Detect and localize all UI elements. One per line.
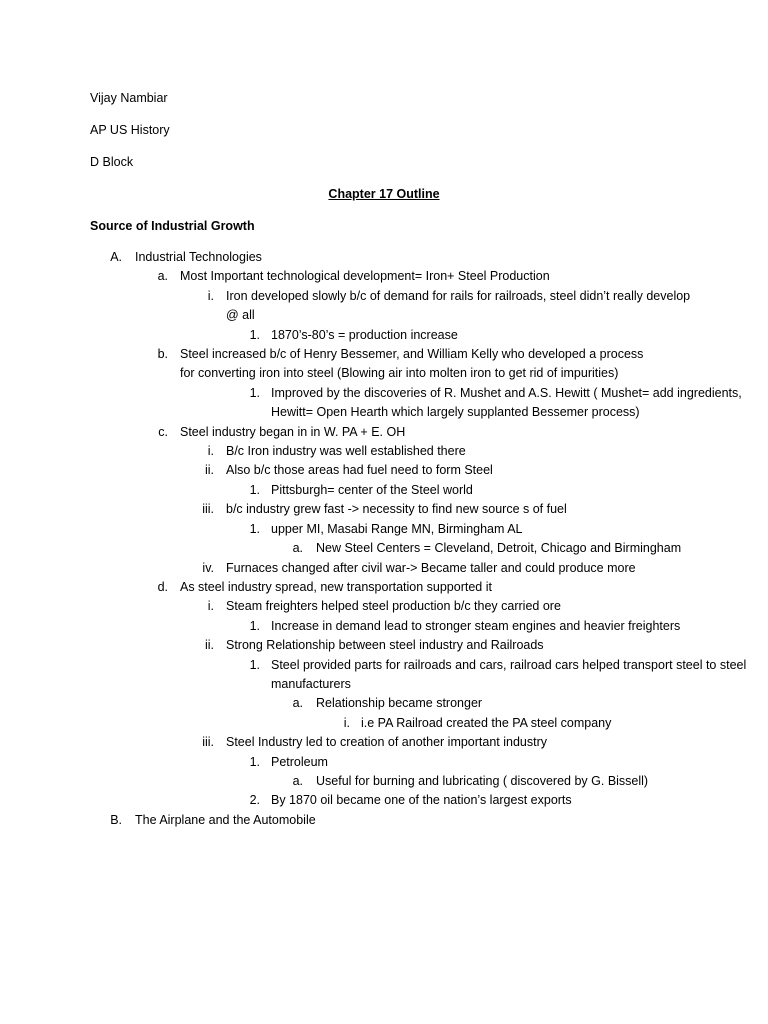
outline-text: Pittsburgh= center of the Steel world xyxy=(271,482,473,497)
outline-text: upper MI, Masabi Range MN, Birmingham AL xyxy=(271,521,523,536)
outline-marker: a. xyxy=(157,269,168,284)
outline-text: Improved by the discoveries of R. Mushet and A.S. Hewitt ( Mushet= add ingredients, Hewitt= Open Hearth which largely supplanted Bessemer process) xyxy=(271,385,742,420)
outline-list xyxy=(0,248,768,830)
section-heading: Source of Industrial Growth xyxy=(90,219,255,233)
outline-marker: i. xyxy=(343,715,350,730)
outline-marker: 1. xyxy=(249,754,260,769)
outline-marker: a. xyxy=(292,696,303,711)
outline-item xyxy=(0,578,768,597)
outline-item xyxy=(0,559,768,578)
outline-text: Steel increased b/c of Henry Bessemer, and William Kelly who developed a process for converting iron into steel (Blowing air into molten iron to get rid of impurities) xyxy=(180,347,644,381)
outline-marker: iii. xyxy=(202,502,214,517)
outline-text: Iron developed slowly b/c of demand for rails for railroads, steel didn’t really develop @ all xyxy=(226,288,691,323)
outline-item xyxy=(0,481,768,500)
outline-text: The Airplane and the Automobile xyxy=(135,812,316,827)
outline-marker: a. xyxy=(292,541,303,556)
outline-marker: A. xyxy=(110,250,122,264)
outline-text: Also b/c those areas had fuel need to form Steel xyxy=(226,463,493,478)
outline-item xyxy=(0,461,768,480)
outline-marker: 1. xyxy=(249,657,260,672)
outline-item xyxy=(0,500,768,519)
outline-text: Steel Industry led to creation of another important industry xyxy=(226,735,548,750)
outline-text: Increase in demand lead to stronger steam engines and heavier freighters xyxy=(271,618,681,633)
outline-text: i.e PA Railroad created the PA steel company xyxy=(361,715,612,730)
outline-marker: iv. xyxy=(202,560,214,575)
outline-text: Relationship became stronger xyxy=(316,696,483,711)
outline-item xyxy=(0,423,768,442)
outline-text: Furnaces changed after civil war-> Became taller and could produce more xyxy=(226,560,636,575)
outline-item xyxy=(0,772,768,791)
outline-item xyxy=(0,733,768,752)
outline-text: b/c industry grew fast -> necessity to find new source s of fuel xyxy=(226,502,567,517)
outline-marker: 1. xyxy=(249,385,260,400)
course-name: AP US History xyxy=(90,123,170,137)
outline-item xyxy=(0,791,768,810)
outline-marker: 2. xyxy=(249,793,260,808)
outline-item xyxy=(0,753,768,772)
outline-item xyxy=(0,539,768,558)
outline-text: Useful for burning and lubricating ( discovered by G. Bissell) xyxy=(316,773,649,788)
outline-item xyxy=(0,656,768,695)
outline-text: By 1870 oil became one of the nation’s largest exports xyxy=(271,793,572,808)
outline-text: Most Important technological development= Iron+ Steel Production xyxy=(180,269,550,284)
outline-item xyxy=(0,597,768,616)
outline-marker: 1. xyxy=(249,327,260,342)
outline-text: Steel provided parts for railroads and cars, railroad cars helped transport steel to steel manufacturers xyxy=(271,657,747,691)
outline-item xyxy=(0,694,768,713)
outline-marker: i. xyxy=(207,599,214,614)
outline-marker: 1. xyxy=(249,521,260,536)
outline-marker: a. xyxy=(292,773,303,788)
outline-item xyxy=(0,714,768,733)
outline-text: Steam freighters helped steel production b/c they carried ore xyxy=(226,599,561,614)
outline-item xyxy=(0,811,768,830)
outline-marker: d. xyxy=(157,579,168,594)
outline-item xyxy=(0,287,768,326)
outline-item xyxy=(0,248,768,267)
outline-item xyxy=(0,326,768,345)
outline-marker: 1. xyxy=(249,482,260,497)
outline-item xyxy=(0,636,768,655)
outline-marker: ii. xyxy=(204,638,214,653)
page-title: Chapter 17 Outline xyxy=(328,187,440,201)
outline-item xyxy=(0,267,768,286)
outline-item xyxy=(0,345,768,384)
outline-text: 1870’s-80’s = production increase xyxy=(271,327,458,342)
outline-text: Strong Relationship between steel industry and Railroads xyxy=(226,638,544,653)
outline-text: New Steel Centers = Cleveland, Detroit, Chicago and Birmingham xyxy=(316,541,682,556)
outline-marker: ii. xyxy=(204,463,214,478)
outline-item xyxy=(0,520,768,539)
outline-text: B/c Iron industry was well established there xyxy=(226,444,466,459)
outline-text: Petroleum xyxy=(271,754,328,769)
outline-text: As steel industry spread, new transportation supported it xyxy=(180,579,492,594)
class-block: D Block xyxy=(90,155,134,169)
outline-marker: 1. xyxy=(249,618,260,633)
outline-marker: b. xyxy=(157,347,168,362)
outline-marker: i. xyxy=(207,288,214,303)
outline-marker: i. xyxy=(207,444,214,459)
outline-marker: B. xyxy=(110,812,122,827)
outline-text: Steel industry began in in W. PA + E. OH xyxy=(180,424,406,439)
outline-marker: iii. xyxy=(202,735,214,750)
outline-item xyxy=(0,442,768,461)
outline-marker: c. xyxy=(158,424,168,439)
author-name: Vijay Nambiar xyxy=(90,91,168,105)
outline-item xyxy=(0,384,768,423)
outline-item xyxy=(0,617,768,636)
outline-text: Industrial Technologies xyxy=(135,250,262,264)
